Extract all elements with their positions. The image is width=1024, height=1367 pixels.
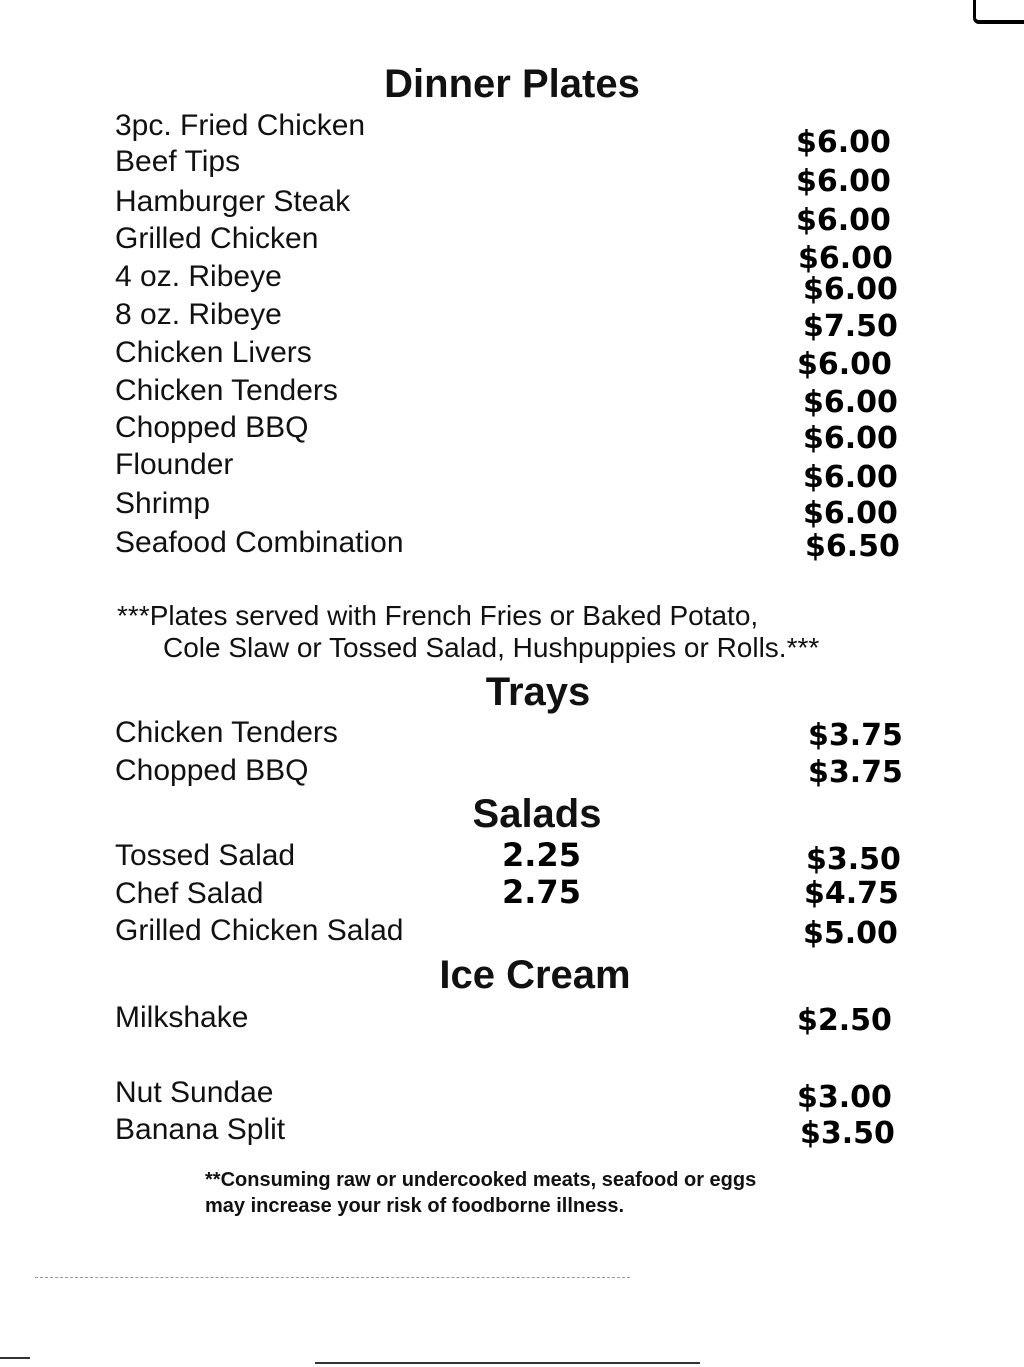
menu-item-price: $6.00: [803, 272, 898, 307]
dinner-plates-heading: Dinner Plates: [384, 62, 640, 106]
menu-item-name: Shrimp: [115, 487, 211, 520]
scan-corner-line: [0, 1357, 30, 1359]
plates-note-line2: Cole Slaw or Tossed Salad, Hushpuppies or Rolls.***: [163, 632, 820, 663]
menu-item-name: Chicken Livers: [115, 336, 312, 369]
menu-item-price: $6.00: [803, 385, 898, 420]
menu-item-name: Chicken Tenders: [115, 374, 338, 407]
menu-item-name: Hamburger Steak: [115, 185, 351, 218]
menu-item-name: Grilled Chicken Salad: [115, 914, 404, 947]
menu-item-price: $3.00: [797, 1080, 892, 1115]
menu-item-price: $6.50: [805, 529, 900, 564]
salads-heading: Salads: [472, 792, 602, 836]
menu-item-price: $2.50: [797, 1003, 892, 1038]
menu-item-price: $4.75: [804, 876, 899, 911]
menu-item-price: $6.00: [803, 460, 898, 495]
menu-item-name: Chef Salad: [115, 877, 264, 910]
menu-item-price: $3.50: [806, 842, 901, 877]
handwritten-small-price: 2.75: [502, 873, 581, 911]
menu-item-price: $6.00: [803, 496, 898, 531]
menu-item-name: Grilled Chicken: [115, 222, 319, 255]
menu-item-price: $6.00: [796, 203, 891, 238]
menu-item-name: Chopped BBQ: [115, 754, 309, 787]
menu-item-name: Flounder: [115, 448, 234, 481]
scan-bottom-line: [315, 1362, 700, 1364]
handwritten-small-price: 2.25: [502, 836, 581, 874]
menu-item-price: $5.00: [803, 916, 898, 951]
menu-item-price: $3.75: [808, 718, 903, 753]
menu-item-name: Tossed Salad: [115, 839, 296, 872]
menu-item-name: Nut Sundae: [115, 1076, 274, 1109]
menu-item-price: $7.50: [803, 309, 898, 344]
menu-item-price: $6.00: [798, 241, 893, 276]
menu-item-price: $3.75: [808, 755, 903, 790]
trays-heading: Trays: [485, 670, 591, 714]
ice-cream-heading: Ice Cream: [439, 953, 631, 997]
menu-item-name: 8 oz. Ribeye: [115, 298, 282, 331]
food-warning-line1: **Consuming raw or undercooked meats, seafood or eggs: [205, 1169, 757, 1191]
menu-item-name: Milkshake: [115, 1001, 249, 1034]
menu-item-name: 3pc. Fried Chicken: [115, 109, 366, 142]
menu-item-name: Seafood Combination: [115, 526, 404, 559]
menu-item-price: $6.00: [796, 125, 891, 160]
menu-item-name: 4 oz. Ribeye: [115, 260, 282, 293]
food-warning-line2: may increase your risk of foodborne illness.: [205, 1195, 625, 1217]
menu-item-name: Chicken Tenders: [115, 716, 338, 749]
plates-note-line1: ***Plates served with French Fries or Baked Potato,: [117, 600, 759, 631]
scan-dashed-line: [35, 1277, 630, 1278]
menu-item-price: $3.50: [800, 1116, 895, 1151]
menu-item-name: Banana Split: [115, 1113, 286, 1146]
menu-item-name: Beef Tips: [115, 145, 241, 178]
menu-item-price: $6.00: [803, 421, 898, 456]
menu-item-price: $6.00: [796, 164, 891, 199]
menu-item-name: Chopped BBQ: [115, 411, 309, 444]
menu-item-price: $6.00: [797, 347, 892, 382]
scan-corner-mark: [973, 0, 1024, 24]
